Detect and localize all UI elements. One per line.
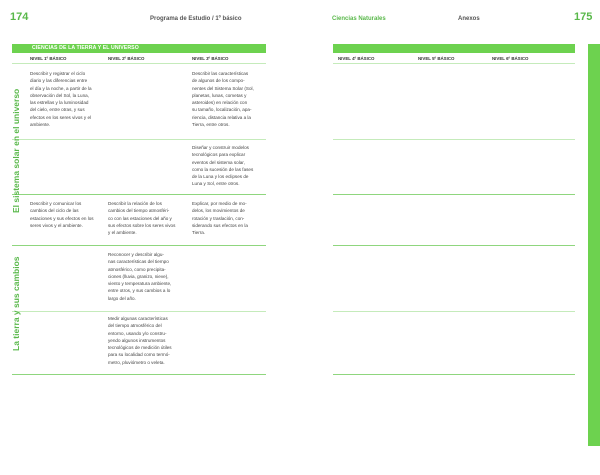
- row-divider: [333, 139, 575, 140]
- cell-r4-c2: Reconocer y describir algu- nas características del tiempo atmosférico, como precipita- ciones (lluvia, granizo, nieve), viento y temperatura ambiente, entre otros, y sus cambios a lo largo del año.: [108, 252, 172, 301]
- cell-r2-c3: Diseñar y construir modelos tecnológicos para explicar eventos del sistema solar, como la sucesión de las fases de la Luna y los eclipses de Luna y Sol, entre otros.: [192, 145, 254, 187]
- row-divider: [333, 194, 575, 195]
- cell-r3-c1: Describir y comunicar los cambios del ciclo de las estaciones y sus efectos en los seres vivos y el ambiente.: [30, 201, 94, 228]
- page-number-left: 174: [10, 11, 29, 23]
- row-divider: [12, 139, 266, 140]
- row-divider: [333, 63, 575, 64]
- column-header-1: NIVEL 1º BÁSICO: [30, 56, 67, 61]
- row-divider: [12, 311, 266, 312]
- column-header-4: NIVEL 4º BÁSICO: [338, 56, 375, 61]
- running-header-right: Ciencias Naturales: [332, 16, 386, 22]
- cell-r3-c3: Explicar, por medio de mo- delos, los movimientos de rotación y traslación, con- siderando sus efectos en la Tierra.: [192, 201, 248, 236]
- column-header-3: NIVEL 3º BÁSICO: [192, 56, 229, 61]
- page-edge-bar: [588, 44, 600, 446]
- side-label-solar-system: El sistema solar en el universo: [11, 88, 21, 213]
- running-header-section: Anexos: [458, 16, 480, 22]
- cell-r5-c2: Medir algunas características del tiempo atmosférico del entorno, usando y/o constru- yendo algunos instrumentos tecnológicos de medición útiles para su localidad como termó- metro, pluviómetro o veleta.: [108, 316, 172, 365]
- column-header-5: NIVEL 5º BÁSICO: [418, 56, 455, 61]
- page-number-right: 175: [574, 11, 593, 23]
- column-header-6: NIVEL 6º BÁSICO: [492, 56, 529, 61]
- column-header-2: NIVEL 2º BÁSICO: [108, 56, 145, 61]
- row-divider: [333, 311, 575, 312]
- side-label-earth-changes: La tierra y sus cambios: [11, 256, 21, 351]
- row-divider: [12, 194, 266, 195]
- row-divider: [12, 374, 266, 375]
- row-divider: [333, 245, 575, 246]
- row-divider: [12, 245, 266, 246]
- row-divider: [12, 63, 266, 64]
- section-band: [12, 44, 266, 53]
- section-band-title: CIENCIAS DE LA TIERRA Y EL UNIVERSO: [32, 45, 139, 51]
- section-band-right: [333, 44, 575, 53]
- cell-r1-c1: Describir y registrar el ciclo diario y las diferencias entre el día y la noche, a partir de la observación del Sol, la Luna, las estrellas y la luminosidad del cielo, entre otras, y sus efectos en los seres vivos y el ambiente.: [30, 71, 92, 128]
- running-header-left: Programa de Estudio / 1º básico: [150, 16, 242, 22]
- row-divider: [333, 374, 575, 375]
- cell-r3-c2: Describir la relación de los cambios del tiempo atmosféri- co con las estaciones del año y sus efectos sobre los seres vivos y el ambiente.: [108, 201, 176, 236]
- cell-r1-c3: Describir las características de algunos de los compo- nentes del Sistema Solar (Sol, planetas, lunas, cometas y asteroides) en relación con su tamaño, localización, apa- riencia, distancia relativa a la Tierra, entre otros.: [192, 71, 254, 128]
